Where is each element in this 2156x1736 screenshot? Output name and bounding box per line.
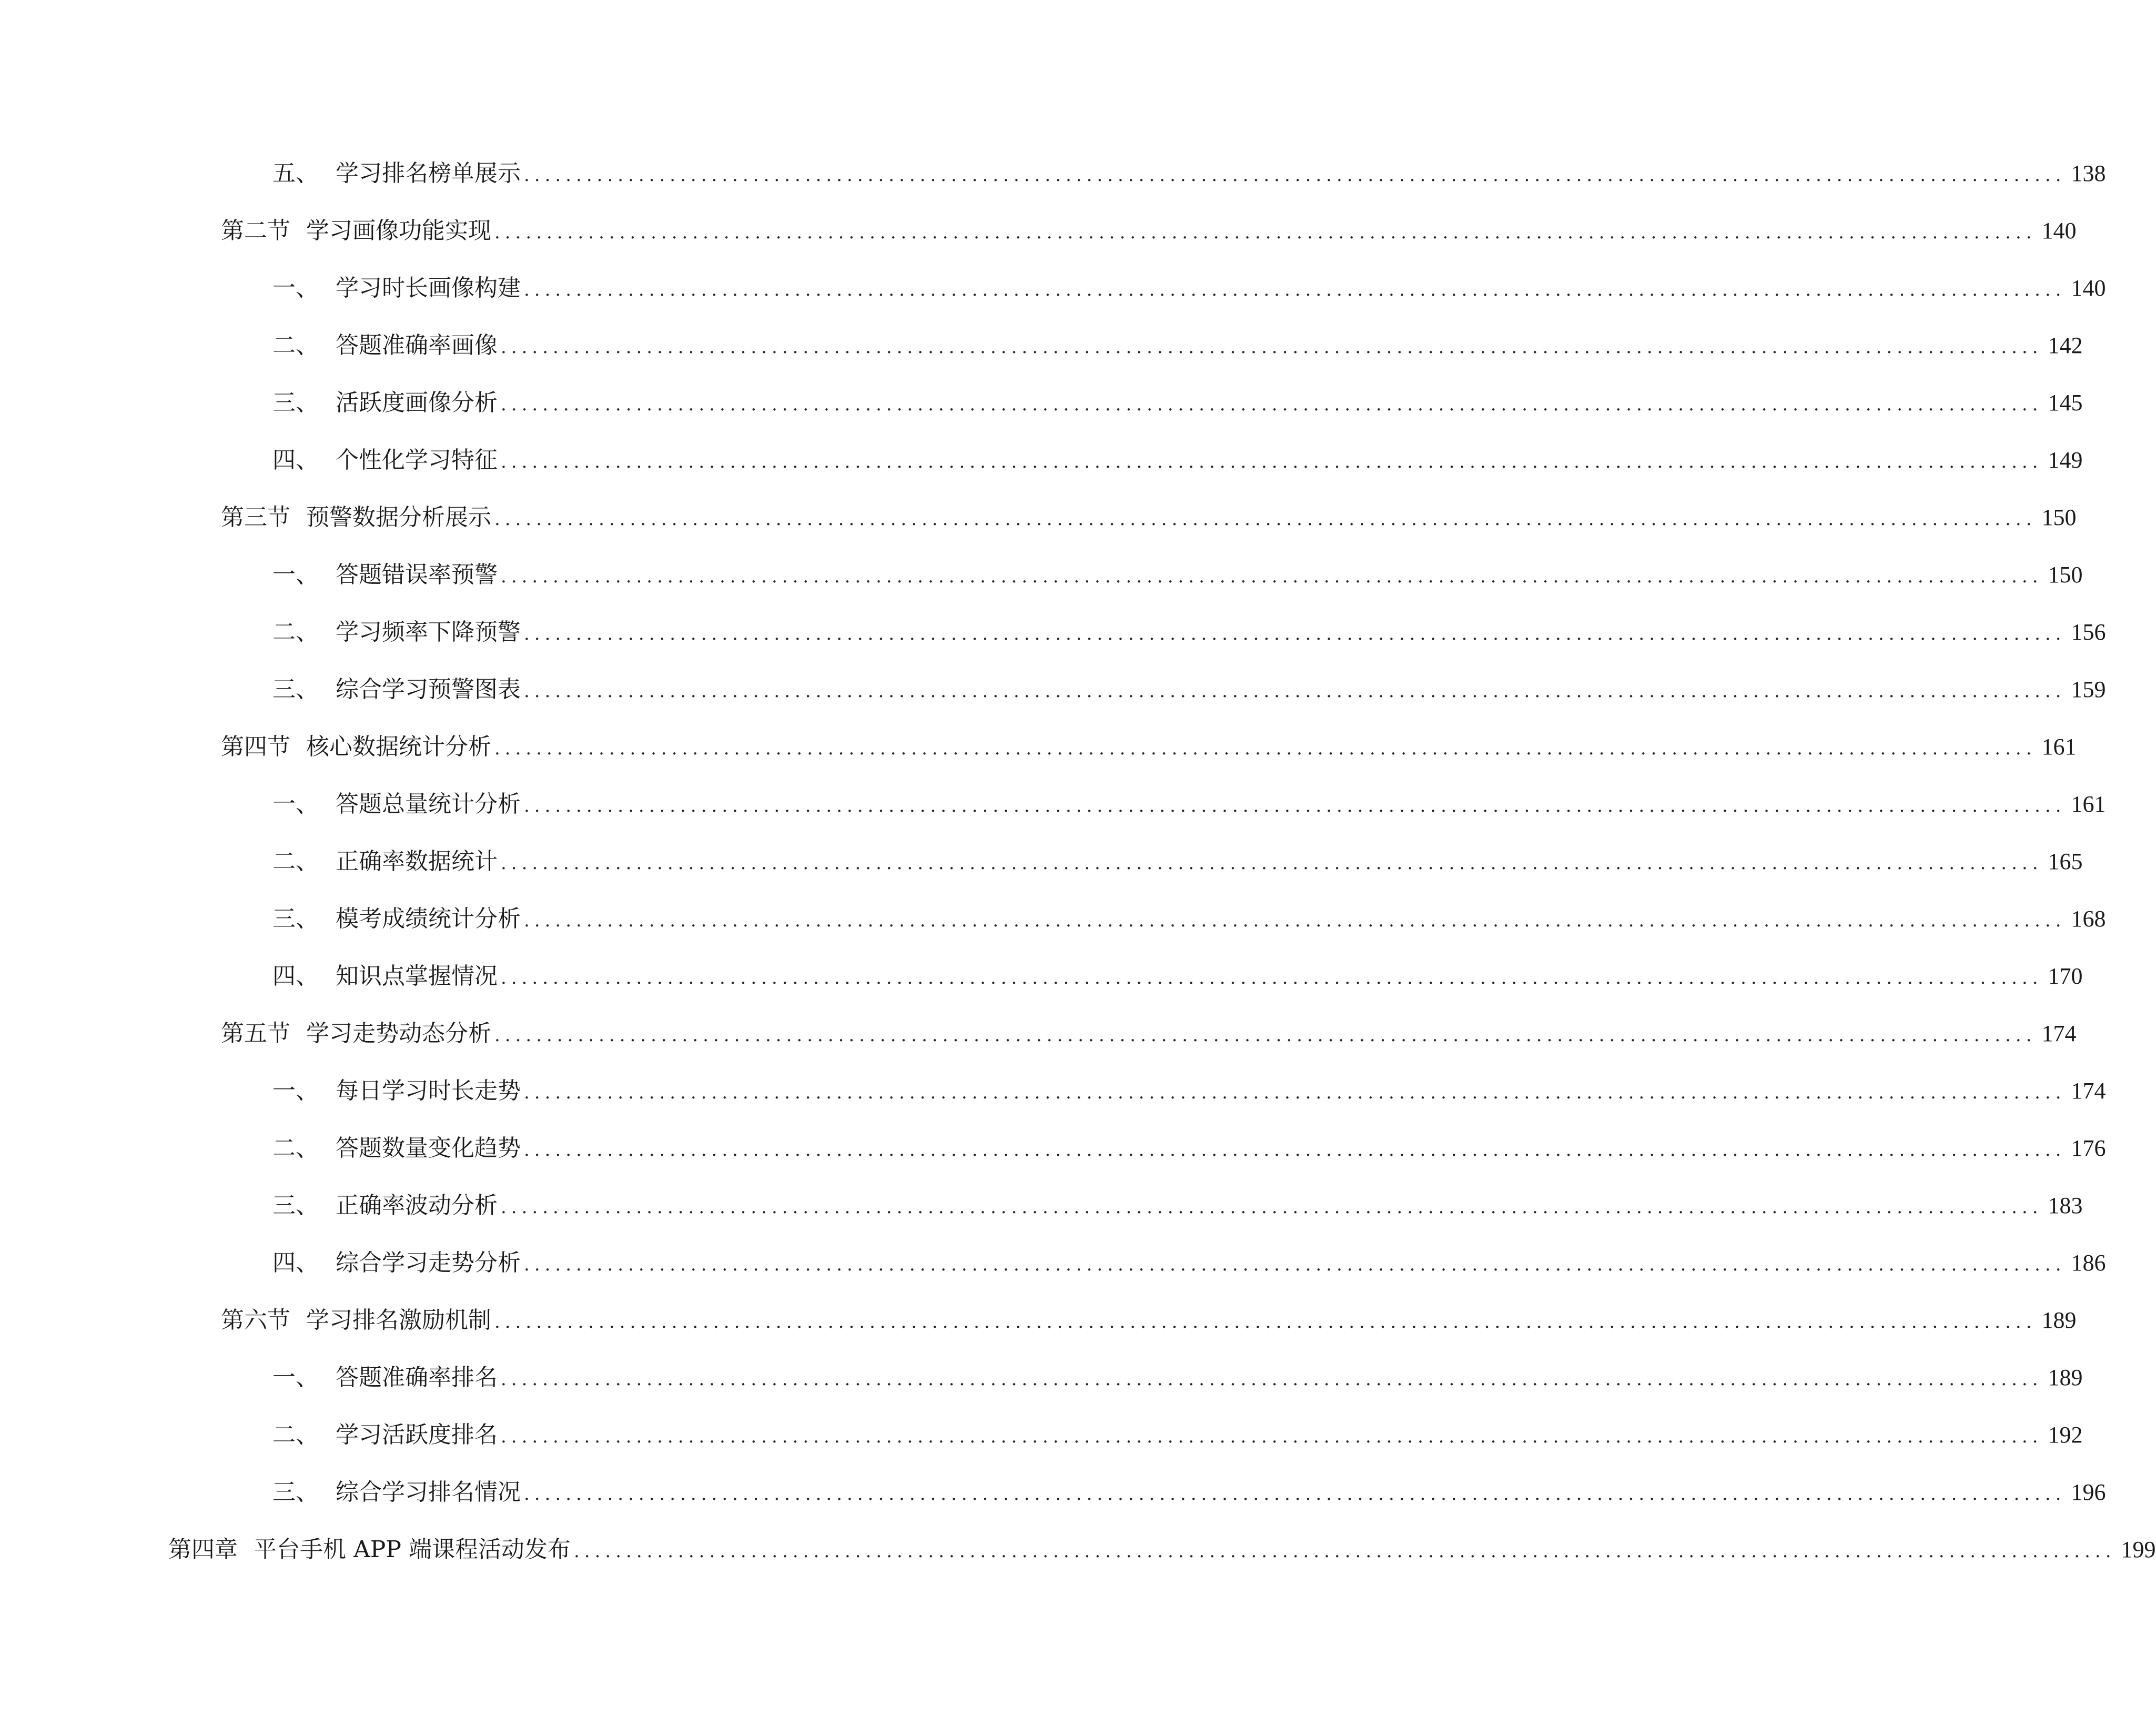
toc-entry-number: 第四节 bbox=[221, 733, 290, 760]
toc-entry-title: 学习排名激励机制 bbox=[306, 1307, 491, 1334]
toc-entry-title: 综合学习排名情况 bbox=[336, 1479, 521, 1506]
toc-entry-title: 学习活跃度排名 bbox=[336, 1421, 498, 1448]
toc-entry[interactable] bbox=[272, 1471, 2106, 1513]
toc-entry-number: 二、 bbox=[272, 848, 319, 875]
toc-entry-number: 三、 bbox=[272, 389, 319, 416]
toc-leader-dots: .................................................................................................................................................... bbox=[524, 165, 2066, 186]
toc-entry-title: 答题准确率画像 bbox=[336, 332, 498, 359]
toc-entry-number: 三、 bbox=[272, 905, 319, 932]
toc-leader-dots: .................................................................................................................................................... bbox=[524, 910, 2066, 931]
toc-entry-number: 第三节 bbox=[221, 504, 290, 531]
toc-entry[interactable] bbox=[272, 783, 2106, 825]
toc-entry-title: 每日学习时长走势 bbox=[336, 1077, 521, 1104]
toc-entry-number: 二、 bbox=[272, 619, 319, 645]
toc-leader-dots: .................................................................................................................................................... bbox=[501, 451, 2043, 472]
toc-entry-title: 答题准确率排名 bbox=[336, 1364, 498, 1391]
toc-entry-page: 199 bbox=[2121, 1537, 2156, 1562]
toc-entry-title: 综合学习预警图表 bbox=[336, 676, 521, 703]
toc-entry-number: 二、 bbox=[272, 1421, 319, 1448]
toc-entry-page: 161 bbox=[2041, 734, 2077, 760]
toc-entry[interactable] bbox=[272, 267, 2106, 309]
toc-entry-number: 五、 bbox=[272, 160, 319, 187]
toc-entry[interactable] bbox=[168, 1529, 2156, 1571]
toc-entry-page: 156 bbox=[2071, 619, 2106, 645]
toc-leader-dots: .................................................................................................................................................... bbox=[501, 967, 2043, 988]
toc-leader-dots: .................................................................................................................................................... bbox=[494, 509, 2037, 530]
toc-entry-title: 答题错误率预警 bbox=[336, 561, 498, 588]
toc-entry-page: 170 bbox=[2048, 963, 2083, 989]
toc-leader-dots: .................................................................................................................................................... bbox=[494, 1025, 2037, 1046]
toc-entry-title: 综合学习走势分析 bbox=[336, 1249, 521, 1276]
toc-entry-page: 174 bbox=[2041, 1021, 2077, 1046]
toc-entry-title: 核心数据统计分析 bbox=[306, 733, 491, 760]
toc-leader-dots: .................................................................................................................................................... bbox=[501, 394, 2043, 415]
toc-entry[interactable] bbox=[221, 1013, 2077, 1055]
toc-entry[interactable] bbox=[221, 497, 2077, 539]
toc-entry[interactable] bbox=[272, 554, 2083, 596]
toc-entry-number: 三、 bbox=[272, 676, 319, 703]
toc-entry-number: 一、 bbox=[272, 561, 319, 588]
toc-entry-page: 142 bbox=[2048, 332, 2083, 358]
toc-entry-title: 正确率数据统计 bbox=[336, 848, 498, 875]
toc-entry-page: 189 bbox=[2041, 1307, 2077, 1333]
toc-entry[interactable] bbox=[272, 1357, 2083, 1399]
toc-leader-dots: .................................................................................................................................................... bbox=[501, 853, 2043, 874]
toc-entry-title: 学习排名榜单展示 bbox=[336, 160, 521, 187]
toc-entry-page: 140 bbox=[2041, 218, 2077, 244]
toc-entry-page: 138 bbox=[2071, 160, 2106, 186]
toc-entry[interactable] bbox=[272, 1242, 2106, 1284]
toc-entry[interactable] bbox=[221, 1299, 2077, 1341]
toc-entry-page: 140 bbox=[2071, 275, 2106, 301]
toc-entry[interactable] bbox=[221, 210, 2077, 252]
toc-entry[interactable] bbox=[272, 153, 2106, 195]
toc-entry-page: 186 bbox=[2071, 1250, 2106, 1276]
toc-entry-title: 预警数据分析展示 bbox=[306, 504, 491, 531]
toc-leader-dots: .................................................................................................................................................... bbox=[573, 1541, 2116, 1562]
toc-entry-number: 一、 bbox=[272, 275, 319, 301]
toc-entry-page: 165 bbox=[2048, 849, 2083, 874]
toc-entry-title: 模考成绩统计分析 bbox=[336, 905, 521, 932]
toc-entry-page: 168 bbox=[2071, 906, 2106, 932]
toc-leader-dots: .................................................................................................................................................... bbox=[494, 222, 2037, 243]
toc-leader-dots: .................................................................................................................................................... bbox=[494, 1311, 2037, 1333]
toc-entry-page: 183 bbox=[2048, 1193, 2083, 1218]
toc-entry-number: 第二节 bbox=[221, 217, 290, 244]
toc-leader-dots: .................................................................................................................................................... bbox=[501, 566, 2043, 587]
toc-entry-page: 192 bbox=[2048, 1422, 2083, 1448]
toc-leader-dots: .................................................................................................................................................... bbox=[524, 1082, 2066, 1103]
toc-entry-title: 学习画像功能实现 bbox=[306, 217, 491, 244]
toc-leader-dots: .................................................................................................................................................... bbox=[524, 1254, 2066, 1275]
toc-leader-dots: .................................................................................................................................................... bbox=[524, 681, 2066, 702]
toc-entry[interactable] bbox=[272, 611, 2106, 653]
toc-entry-number: 第五节 bbox=[221, 1020, 290, 1047]
toc-entry-number: 第四章 bbox=[168, 1536, 238, 1563]
toc-leader-dots: .................................................................................................................................................... bbox=[524, 795, 2066, 816]
toc-entry-number: 二、 bbox=[272, 1135, 319, 1162]
toc-entry-title: 个性化学习特征 bbox=[336, 447, 498, 473]
toc-entry[interactable] bbox=[272, 1070, 2106, 1112]
toc-entry-number: 三、 bbox=[272, 1479, 319, 1506]
toc-entry-page: 189 bbox=[2048, 1365, 2083, 1390]
toc-entry[interactable] bbox=[272, 841, 2083, 883]
toc-entry-number: 三、 bbox=[272, 1192, 319, 1219]
toc-entry[interactable] bbox=[272, 898, 2106, 940]
toc-leader-dots: .................................................................................................................................................... bbox=[524, 623, 2066, 644]
toc-entry-title: 答题数量变化趋势 bbox=[336, 1135, 521, 1162]
toc-entry-page: 196 bbox=[2071, 1479, 2106, 1505]
toc-entry-number: 二、 bbox=[272, 332, 319, 359]
toc-leader-dots: .................................................................................................................................................... bbox=[501, 337, 2043, 358]
toc-entry[interactable] bbox=[272, 1185, 2083, 1227]
toc-leader-dots: .................................................................................................................................................... bbox=[524, 1483, 2066, 1505]
toc-entry-page: 145 bbox=[2048, 390, 2083, 416]
toc-entry[interactable] bbox=[221, 726, 2077, 768]
toc-entry-page: 176 bbox=[2071, 1135, 2106, 1161]
toc-entry-title: 学习走势动态分析 bbox=[306, 1020, 491, 1047]
toc-entry-number: 一、 bbox=[272, 1364, 319, 1391]
toc-leader-dots: .................................................................................................................................................... bbox=[524, 279, 2066, 300]
toc-entry-title: 正确率波动分析 bbox=[336, 1192, 498, 1219]
toc-entry-page: 159 bbox=[2071, 677, 2106, 702]
toc-entry-page: 150 bbox=[2048, 562, 2083, 588]
toc-entry-title: 知识点掌握情况 bbox=[336, 963, 498, 990]
toc-entry-page: 174 bbox=[2071, 1078, 2106, 1104]
toc-entry-page: 150 bbox=[2041, 504, 2077, 530]
toc-entry-number: 四、 bbox=[272, 1249, 319, 1276]
toc-entry-page: 149 bbox=[2048, 447, 2083, 473]
toc-entry-title: 活跃度画像分析 bbox=[336, 389, 498, 416]
toc-entry-page: 161 bbox=[2071, 791, 2106, 817]
toc-leader-dots: .................................................................................................................................................... bbox=[501, 1426, 2043, 1447]
toc-entry-title: 学习频率下降预警 bbox=[336, 619, 521, 645]
toc-entry-number: 四、 bbox=[272, 447, 319, 473]
toc-entry-title: 学习时长画像构建 bbox=[336, 275, 521, 301]
toc-leader-dots: .................................................................................................................................................... bbox=[501, 1369, 2043, 1390]
toc-entry-number: 四、 bbox=[272, 963, 319, 990]
toc-entry[interactable] bbox=[272, 382, 2083, 424]
toc-entry-title: 答题总量统计分析 bbox=[336, 791, 521, 817]
toc-entry[interactable] bbox=[272, 439, 2083, 481]
toc-leader-dots: .................................................................................................................................................... bbox=[494, 738, 2037, 759]
toc-entry[interactable] bbox=[272, 325, 2083, 367]
toc-entry[interactable] bbox=[272, 669, 2106, 711]
toc-entry-number: 一、 bbox=[272, 791, 319, 817]
toc-entry-number: 第六节 bbox=[221, 1307, 290, 1334]
toc-entry-number: 一、 bbox=[272, 1077, 319, 1104]
toc-leader-dots: .................................................................................................................................................... bbox=[501, 1197, 2043, 1218]
toc-entry[interactable] bbox=[272, 1127, 2106, 1169]
toc-entry[interactable] bbox=[272, 955, 2083, 997]
toc-leader-dots: .................................................................................................................................................... bbox=[524, 1139, 2066, 1160]
toc-entry-title: 平台手机 APP 端课程活动发布 bbox=[254, 1536, 571, 1563]
toc-entry[interactable] bbox=[272, 1414, 2083, 1456]
